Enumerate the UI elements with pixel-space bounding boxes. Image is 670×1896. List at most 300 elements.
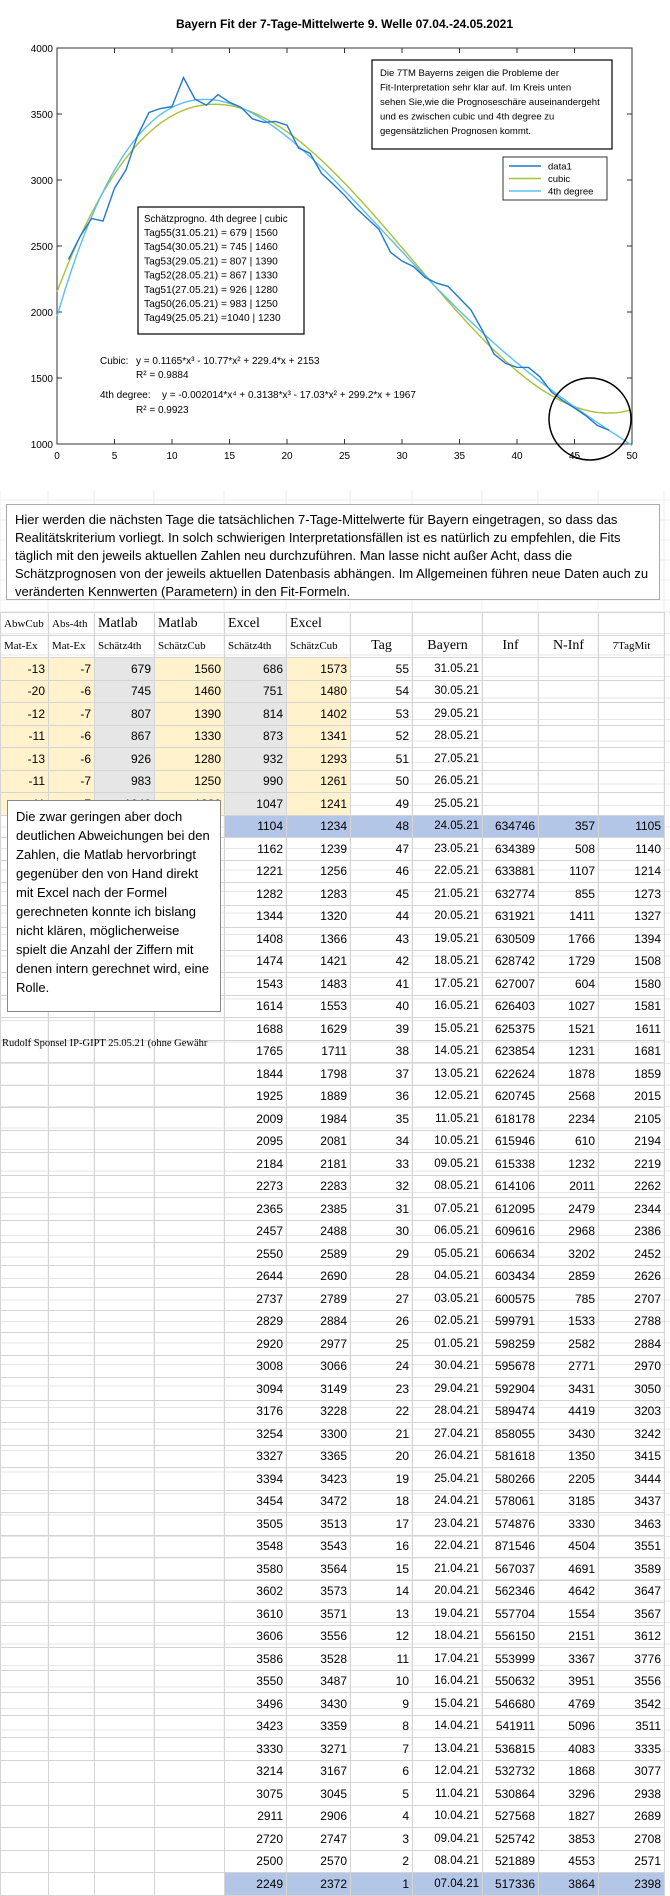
table-cell: 2906 <box>287 1805 351 1828</box>
table-cell: -12 <box>1 703 49 726</box>
table-cell: 50 <box>351 770 413 793</box>
table-cell <box>1 1108 49 1131</box>
table-cell: 17.05.21 <box>413 973 483 996</box>
table-cell: 581618 <box>483 1445 539 1468</box>
table-cell <box>49 1648 95 1671</box>
table-cell <box>155 1603 225 1626</box>
header-cell <box>351 613 413 636</box>
table-cell: 1766 <box>539 928 599 951</box>
table-cell: 2968 <box>539 1220 599 1243</box>
table-cell: 25.05.21 <box>413 793 483 816</box>
table-cell: 46 <box>351 860 413 883</box>
table-cell: 19 <box>351 1468 413 1491</box>
x-tick-label: 50 <box>626 451 638 462</box>
table-cell: 1408 <box>225 928 287 951</box>
table-cell <box>95 1558 155 1581</box>
data-row <box>1 1625 665 1648</box>
table-cell: 578061 <box>483 1490 539 1513</box>
table-cell <box>155 1288 225 1311</box>
table-cell: 1162 <box>225 838 287 861</box>
header-cell: Inf <box>483 635 539 658</box>
table-cell: 589474 <box>483 1400 539 1423</box>
table-cell <box>95 1445 155 1468</box>
table-cell: 13 <box>351 1603 413 1626</box>
table-cell: 562346 <box>483 1580 539 1603</box>
table-cell: 615946 <box>483 1130 539 1153</box>
table-cell <box>1 1648 49 1671</box>
table-cell: 40 <box>351 995 413 1018</box>
prognosis-header: Schätzprogno. 4th degree | cubic <box>144 214 288 225</box>
table-cell <box>155 1468 225 1491</box>
table-cell <box>95 1783 155 1806</box>
table-cell: 3415 <box>599 1445 665 1468</box>
y-tick-label: 3000 <box>30 176 53 187</box>
table-cell: 07.05.21 <box>413 1198 483 1221</box>
table-cell: 3505 <box>225 1513 287 1536</box>
x-tick-label: 45 <box>568 451 581 462</box>
data-row <box>1 1468 665 1491</box>
table-cell: 44 <box>351 905 413 928</box>
table-cell: 3296 <box>539 1783 599 1806</box>
table-cell <box>155 1423 225 1446</box>
info-text-line: und es zwischen cubic und 4th degree zu <box>380 111 555 123</box>
table-cell <box>599 793 665 816</box>
header-cell <box>539 613 599 636</box>
table-cell <box>155 1693 225 1716</box>
table-cell: 3853 <box>539 1828 599 1851</box>
data-row <box>1 1378 665 1401</box>
table-cell: -13 <box>1 748 49 771</box>
table-cell: 785 <box>539 1288 599 1311</box>
table-cell: 30 <box>351 1220 413 1243</box>
table-cell: 525742 <box>483 1828 539 1851</box>
table-cell: 18.04.21 <box>413 1625 483 1648</box>
table-cell: 521889 <box>483 1850 539 1873</box>
table-cell: 39 <box>351 1018 413 1041</box>
table-cell: 3573 <box>287 1580 351 1603</box>
table-cell: 3528 <box>287 1648 351 1671</box>
table-cell: 2737 <box>225 1288 287 1311</box>
table-cell: 3776 <box>599 1648 665 1671</box>
table-cell: 1105 <box>599 815 665 838</box>
table-cell: 15 <box>351 1558 413 1581</box>
table-cell: 606634 <box>483 1243 539 1266</box>
table-cell <box>155 1670 225 1693</box>
data-row <box>1 1355 665 1378</box>
table-cell: 634746 <box>483 815 539 838</box>
table-cell: 3580 <box>225 1558 287 1581</box>
table-cell: 1214 <box>599 860 665 883</box>
table-cell: -7 <box>49 658 95 681</box>
table-cell: 04.05.21 <box>413 1265 483 1288</box>
table-cell: 3176 <box>225 1400 287 1423</box>
table-cell: 814 <box>225 703 287 726</box>
table-cell <box>49 1063 95 1086</box>
table-cell <box>1 1378 49 1401</box>
table-cell <box>49 1670 95 1693</box>
table-cell <box>1 1130 49 1153</box>
data-row <box>1 1828 665 1851</box>
table-cell: 2884 <box>287 1310 351 1333</box>
table-cell: 21.05.21 <box>413 883 483 906</box>
table-cell: 3185 <box>539 1490 599 1513</box>
table-cell: 3 <box>351 1828 413 1851</box>
table-cell <box>1 1018 49 1041</box>
table-cell: 1 <box>351 1873 413 1896</box>
table-cell <box>1 1828 49 1851</box>
table-cell: 612095 <box>483 1198 539 1221</box>
table-cell <box>539 748 599 771</box>
table-cell: 1611 <box>599 1018 665 1041</box>
table-cell <box>49 1468 95 1491</box>
table-cell: 24.05.21 <box>413 815 483 838</box>
table-cell <box>49 1153 95 1176</box>
quartic-label: 4th degree: <box>100 390 151 401</box>
table-cell: 3444 <box>599 1468 665 1491</box>
table-cell <box>155 1580 225 1603</box>
table-cell: 1327 <box>599 905 665 928</box>
table-cell: 618178 <box>483 1108 539 1131</box>
table-cell <box>95 1400 155 1423</box>
table-cell: 532732 <box>483 1760 539 1783</box>
table-cell <box>1 1805 49 1828</box>
table-cell: 3050 <box>599 1378 665 1401</box>
table-cell: 615338 <box>483 1153 539 1176</box>
chart-panel <box>0 0 670 490</box>
table-cell: 1366 <box>287 928 351 951</box>
table-cell: 2081 <box>287 1130 351 1153</box>
table-cell: 4419 <box>539 1400 599 1423</box>
table-cell: 3567 <box>599 1603 665 1626</box>
table-cell: 1221 <box>225 860 287 883</box>
table-cell: 3094 <box>225 1378 287 1401</box>
table-cell: 3542 <box>599 1693 665 1716</box>
table-cell: 1868 <box>539 1760 599 1783</box>
table-cell: 3556 <box>287 1625 351 1648</box>
table-cell: 2479 <box>539 1198 599 1221</box>
table-cell: 6 <box>351 1760 413 1783</box>
table-cell: 1711 <box>287 1040 351 1063</box>
table-cell: 35 <box>351 1108 413 1131</box>
data-row <box>1 1783 665 1806</box>
table-cell: 2884 <box>599 1333 665 1356</box>
table-cell <box>49 1693 95 1716</box>
info-text-line: Fit-Interpretation sehr klar auf. Im Kreis unten <box>380 82 572 94</box>
table-cell <box>49 1198 95 1221</box>
table-cell: 2273 <box>225 1175 287 1198</box>
x-tick-label: 25 <box>338 451 351 462</box>
table-cell <box>49 1490 95 1513</box>
table-cell <box>95 1648 155 1671</box>
table-cell: 26 <box>351 1310 413 1333</box>
table-cell <box>599 658 665 681</box>
data-row <box>1 1535 665 1558</box>
table-cell: 1411 <box>539 905 599 928</box>
table-cell: 22.04.21 <box>413 1535 483 1558</box>
table-cell <box>95 1243 155 1266</box>
table-cell <box>1 1265 49 1288</box>
table-cell: 13.05.21 <box>413 1063 483 1086</box>
prognosis-row <box>1 703 665 726</box>
table-cell: 3437 <box>599 1490 665 1513</box>
table-cell: 54 <box>351 680 413 703</box>
table-cell: 546680 <box>483 1693 539 1716</box>
prognosis-row <box>1 680 665 703</box>
fit-chart <box>0 0 670 490</box>
table-cell: 1390 <box>155 703 225 726</box>
table-cell: 2788 <box>599 1310 665 1333</box>
table-cell <box>539 680 599 703</box>
table-cell <box>95 1850 155 1873</box>
table-cell <box>599 703 665 726</box>
table-cell <box>1 1063 49 1086</box>
table-cell <box>95 1603 155 1626</box>
table-cell: 633881 <box>483 860 539 883</box>
header-cell: Excel <box>287 613 351 636</box>
table-cell: 1344 <box>225 905 287 928</box>
y-tick-label: 3500 <box>30 110 53 121</box>
table-cell <box>155 1760 225 1783</box>
table-cell: 517336 <box>483 1873 539 1896</box>
table-cell: 2095 <box>225 1130 287 1153</box>
table-cell <box>155 1535 225 1558</box>
table-cell: 3543 <box>287 1535 351 1558</box>
table-cell: 2690 <box>287 1265 351 1288</box>
table-cell <box>95 1198 155 1221</box>
table-cell <box>155 1558 225 1581</box>
table-cell <box>49 1288 95 1311</box>
table-cell: 556150 <box>483 1625 539 1648</box>
table-cell: 09.05.21 <box>413 1153 483 1176</box>
table-cell: 3551 <box>599 1535 665 1558</box>
table-cell: 4083 <box>539 1738 599 1761</box>
table-cell: 983 <box>95 770 155 793</box>
table-cell <box>155 1805 225 1828</box>
header-cell: Tag <box>351 635 413 658</box>
table-cell <box>1 1873 49 1896</box>
table-cell <box>1 1693 49 1716</box>
table-cell <box>49 1265 95 1288</box>
table-cell: 679 <box>95 658 155 681</box>
chart-title: Bayern Fit der 7-Tage-Mittelwerte 9. Welle 07.04.-24.05.2021 <box>175 17 514 31</box>
table-cell: 17 <box>351 1513 413 1536</box>
table-cell <box>95 1535 155 1558</box>
table-cell: 3045 <box>287 1783 351 1806</box>
table-cell: 1765 <box>225 1040 287 1063</box>
table-cell <box>1 1603 49 1626</box>
table-cell: 16.05.21 <box>413 995 483 1018</box>
table-cell: 1231 <box>539 1040 599 1063</box>
table-cell: 932 <box>225 748 287 771</box>
table-cell: 4553 <box>539 1850 599 1873</box>
table-cell: 2920 <box>225 1333 287 1356</box>
table-cell: 530864 <box>483 1783 539 1806</box>
table-cell <box>49 1625 95 1648</box>
table-cell: 22.05.21 <box>413 860 483 883</box>
data-row <box>1 1333 665 1356</box>
header-cell: Mat-Ex <box>1 635 49 658</box>
table-cell: 2398 <box>599 1873 665 1896</box>
table-cell <box>49 1085 95 1108</box>
table-cell: 1104 <box>225 815 287 838</box>
table-cell: 1239 <box>287 838 351 861</box>
table-cell: 595678 <box>483 1355 539 1378</box>
table-cell <box>49 1108 95 1131</box>
table-cell: 2283 <box>287 1175 351 1198</box>
header-cell: 7TagMit <box>599 635 665 658</box>
header-cell <box>599 613 665 636</box>
table-cell: 610 <box>539 1130 599 1153</box>
table-cell: 11 <box>351 1648 413 1671</box>
table-cell: 29.05.21 <box>413 703 483 726</box>
table-cell: 634389 <box>483 838 539 861</box>
table-cell: 36 <box>351 1085 413 1108</box>
table-cell: 1543 <box>225 973 287 996</box>
table-cell: 3513 <box>287 1513 351 1536</box>
table-cell: 1480 <box>287 680 351 703</box>
table-cell: 16 <box>351 1535 413 1558</box>
table-cell <box>95 1468 155 1491</box>
table-cell <box>95 1108 155 1131</box>
table-cell: 2571 <box>599 1850 665 1873</box>
table-cell: 10 <box>351 1670 413 1693</box>
author-credit: Rudolf Sponsel IP-GIPT 25.05.21 (ohne Gewähr <box>2 1038 208 1049</box>
table-cell <box>95 1423 155 1446</box>
table-cell: 2771 <box>539 1355 599 1378</box>
table-cell: 24.04.21 <box>413 1490 483 1513</box>
table-cell <box>49 1603 95 1626</box>
data-row <box>1 1648 665 1671</box>
table-cell: 17.04.21 <box>413 1648 483 1671</box>
table-cell: -7 <box>49 770 95 793</box>
data-row <box>1 1423 665 1446</box>
table-cell <box>95 1580 155 1603</box>
table-cell: -11 <box>1 770 49 793</box>
table-cell: -13 <box>1 658 49 681</box>
table-cell: 3167 <box>287 1760 351 1783</box>
table-cell: 2249 <box>225 1873 287 1896</box>
table-cell: 527568 <box>483 1805 539 1828</box>
table-cell: 2205 <box>539 1468 599 1491</box>
table-cell <box>155 1243 225 1266</box>
table-cell: 7 <box>351 1738 413 1761</box>
table-cell: 1027 <box>539 995 599 1018</box>
table-cell: 47 <box>351 838 413 861</box>
table-cell <box>49 1805 95 1828</box>
table-cell: 3472 <box>287 1490 351 1513</box>
table-cell: 557704 <box>483 1603 539 1626</box>
table-cell <box>155 1490 225 1513</box>
table-cell: 1844 <box>225 1063 287 1086</box>
cubic-label: Cubic: <box>100 356 129 367</box>
table-cell: 3367 <box>539 1648 599 1671</box>
table-cell: 536815 <box>483 1738 539 1761</box>
table-cell: 3149 <box>287 1378 351 1401</box>
table-cell: 19.05.21 <box>413 928 483 951</box>
table-cell: 05.05.21 <box>413 1243 483 1266</box>
table-cell: 3564 <box>287 1558 351 1581</box>
table-cell <box>539 658 599 681</box>
table-cell: 08.04.21 <box>413 1850 483 1873</box>
y-tick-label: 1000 <box>30 440 53 451</box>
table-cell: 26.04.21 <box>413 1445 483 1468</box>
data-row <box>1 1198 665 1221</box>
table-cell: 2977 <box>287 1333 351 1356</box>
table-cell: 550632 <box>483 1670 539 1693</box>
table-cell: 1460 <box>155 680 225 703</box>
note-textbox <box>7 800 221 1012</box>
table-cell: 37 <box>351 1063 413 1086</box>
table-cell <box>483 680 539 703</box>
table-cell: 3430 <box>287 1693 351 1716</box>
table-cell <box>1 1850 49 1873</box>
table-cell <box>95 1715 155 1738</box>
table-cell: 2385 <box>287 1198 351 1221</box>
table-cell <box>155 1063 225 1086</box>
table-cell: 3612 <box>599 1625 665 1648</box>
table-cell: 1047 <box>225 793 287 816</box>
data-row <box>1 1108 665 1131</box>
table-cell: 609616 <box>483 1220 539 1243</box>
table-cell: 38 <box>351 1040 413 1063</box>
info-text-line: Die 7TM Bayerns zeigen die Probleme der <box>380 68 560 79</box>
prognosis-line: Tag54(30.05.21) = 745 | 1460 <box>144 242 278 254</box>
table-cell <box>539 725 599 748</box>
table-cell: 3496 <box>225 1693 287 1716</box>
table-cell: 21 <box>351 1423 413 1446</box>
table-cell <box>49 1378 95 1401</box>
table-cell: 871546 <box>483 1535 539 1558</box>
header-cell: SchätzCub <box>287 635 351 658</box>
table-cell: 2009 <box>225 1108 287 1131</box>
table-cell: 1521 <box>539 1018 599 1041</box>
table-cell: 27.04.21 <box>413 1423 483 1446</box>
data-row <box>1 1558 665 1581</box>
table-cell: 1859 <box>599 1063 665 1086</box>
table-cell: 3430 <box>539 1423 599 1446</box>
data-row <box>1 1265 665 1288</box>
table-cell <box>49 1243 95 1266</box>
table-cell: 1394 <box>599 928 665 951</box>
table-cell: 3586 <box>225 1648 287 1671</box>
table-cell: 3330 <box>539 1513 599 1536</box>
table-cell: 4642 <box>539 1580 599 1603</box>
table-cell: 3008 <box>225 1355 287 1378</box>
table-cell: 1553 <box>287 995 351 1018</box>
prognosis-row <box>1 725 665 748</box>
table-cell: 52 <box>351 725 413 748</box>
table-cell: 3254 <box>225 1423 287 1446</box>
header-cell: Abs-4th <box>49 613 95 636</box>
x-tick-label: 30 <box>396 451 408 462</box>
table-cell: 567037 <box>483 1558 539 1581</box>
table-cell <box>1 1355 49 1378</box>
table-cell <box>155 1220 225 1243</box>
table-cell: 628742 <box>483 950 539 973</box>
table-cell: 2365 <box>225 1198 287 1221</box>
data-row <box>1 1850 665 1873</box>
table-cell <box>1 1310 49 1333</box>
table-cell: -6 <box>49 680 95 703</box>
table-cell: 12 <box>351 1625 413 1648</box>
data-row <box>1 1513 665 1536</box>
table-cell: 14.05.21 <box>413 1040 483 1063</box>
cubic-r2: R² = 0.9884 <box>136 370 189 381</box>
table-cell: 855 <box>539 883 599 906</box>
table-cell: 1580 <box>599 973 665 996</box>
table-cell: 1508 <box>599 950 665 973</box>
data-row <box>1 1288 665 1311</box>
